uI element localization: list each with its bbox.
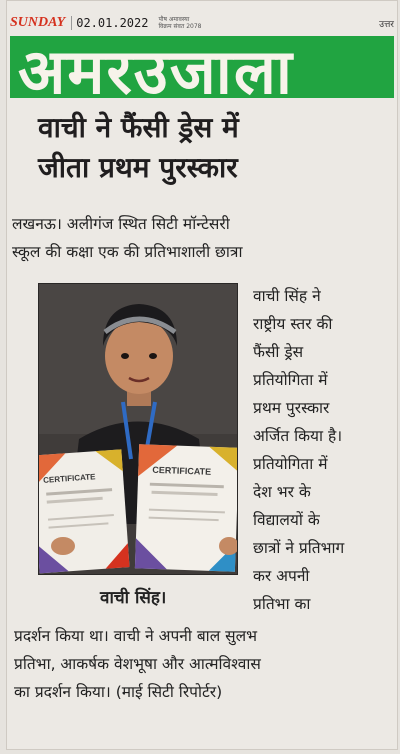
girl-with-certificates-image [39, 284, 237, 574]
body-line: फैंसी ड्रेस [253, 343, 304, 361]
body-line: वाची सिंह ने [253, 287, 321, 305]
photo-caption: वाची सिंह। [100, 588, 167, 608]
certificate-title-left: CERTIFICATE [42, 472, 96, 485]
edition-date: 02.01.2022 [71, 16, 148, 30]
body-line: प्रतियोगिता में [253, 371, 328, 389]
edition-day: SUNDAY [10, 15, 66, 30]
newspaper-name-logo: अमरउजाला [18, 36, 294, 98]
body-line: प्रथम पुरस्कार [253, 399, 330, 417]
edition-region: उत्तर [379, 19, 394, 30]
body-line: देश भर के [253, 483, 311, 501]
article-photo [38, 283, 238, 575]
article-headline [38, 108, 368, 188]
calendar-meta-line: पौष अमावस्या [158, 16, 190, 23]
calendar-meta [158, 16, 201, 30]
body-line: अर्जित किया है। [253, 427, 343, 445]
body-line: राष्ट्रीय स्तर की [253, 315, 333, 333]
body-line: विद्यालयों के [253, 511, 320, 529]
body-line: स्कूल की कक्षा एक की प्रतिभाशाली छात्रा [12, 243, 243, 261]
masthead-info-bar [10, 12, 394, 34]
body-line: प्रतिभा, आकर्षक वेशभूषा और आत्मविश्वास [14, 655, 261, 673]
body-line: प्रतिभा का [253, 595, 311, 613]
body-line: छात्रों ने प्रतिभाग [253, 539, 345, 557]
body-line: लखनऊ। अलीगंज स्थित सिटी मॉन्टेसरी [12, 215, 230, 233]
body-line: का प्रदर्शन किया। (माई सिटी रिपोर्टर) [14, 683, 223, 701]
headline-line: जीता प्रथम पुरस्कार [38, 151, 238, 184]
newspaper-masthead [10, 36, 394, 98]
body-line: प्रदर्शन किया था। वाची ने अपनी बाल सुलभ [14, 627, 258, 645]
body-line: कर अपनी [253, 567, 310, 585]
certificate-title-right: CERTIFICATE [152, 464, 212, 477]
body-line: प्रतियोगिता में [253, 455, 328, 473]
calendar-meta-line: विक्रम संवत 2078 [158, 23, 202, 30]
headline-line: वाची ने फैंसी ड्रेस में [38, 111, 239, 144]
